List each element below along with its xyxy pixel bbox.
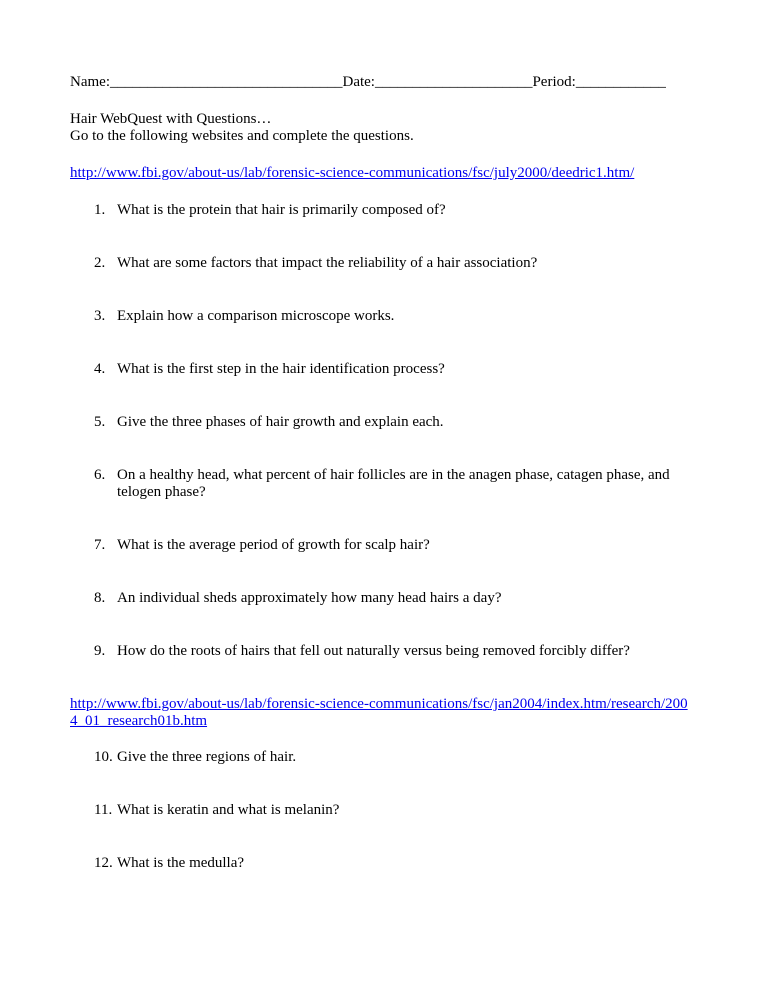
question-text: Give the three phases of hair growth and explain each. bbox=[117, 414, 444, 430]
question-9 bbox=[70, 643, 698, 660]
question-number: 11. bbox=[94, 802, 113, 818]
date-blank: _____________________ bbox=[374, 74, 533, 90]
question-text: An individual sheds approximately how many head hairs a day? bbox=[117, 590, 502, 606]
question-5 bbox=[70, 414, 698, 431]
question-number: 5. bbox=[94, 414, 106, 430]
question-text: On a healthy head, what percent of hair follicles are in the anagen phase, catagen phase, and telogen phase? bbox=[117, 467, 670, 500]
question-4 bbox=[70, 361, 698, 378]
question-number: 9. bbox=[94, 643, 106, 659]
question-text: What are some factors that impact the reliability of a hair association? bbox=[117, 255, 538, 271]
name-blank: _______________________________ bbox=[109, 74, 343, 90]
worksheet-instruction: Go to the following websites and complete the questions. bbox=[70, 128, 414, 144]
question-number: 1. bbox=[94, 202, 106, 218]
question-text: What is the average period of growth for scalp hair? bbox=[117, 537, 430, 553]
fbi-jan2004-link-line2[interactable]: 4_01_research01b.htm bbox=[70, 713, 208, 729]
question-number: 4. bbox=[94, 361, 106, 377]
question-text: What is the protein that hair is primarily composed of? bbox=[117, 202, 446, 218]
question-3 bbox=[70, 308, 698, 325]
link-block-1 bbox=[70, 165, 698, 182]
question-10 bbox=[70, 749, 698, 766]
question-number: 7. bbox=[94, 537, 106, 553]
question-number: 10. bbox=[94, 749, 113, 765]
name-date-period-line bbox=[70, 74, 698, 91]
date-label: Date: bbox=[342, 74, 375, 90]
link-block-2 bbox=[70, 696, 698, 730]
period-label: Period: bbox=[532, 74, 576, 90]
question-12 bbox=[70, 855, 698, 872]
question-text: How do the roots of hairs that fell out naturally versus being removed forcibly differ? bbox=[117, 643, 630, 659]
fbi-jan2004-link[interactable] bbox=[70, 696, 698, 730]
question-number: 12. bbox=[94, 855, 113, 871]
question-text: Explain how a comparison microscope works. bbox=[117, 308, 395, 324]
question-text: What is keratin and what is melanin? bbox=[117, 802, 340, 818]
question-text: What is the first step in the hair identification process? bbox=[117, 361, 445, 377]
fbi-july2000-link[interactable]: http://www.fbi.gov/about-us/lab/forensic-science-communications/fsc/july2000/deedric1.htm/ bbox=[70, 165, 635, 181]
intro-block bbox=[70, 111, 698, 145]
worksheet-title: Hair WebQuest with Questions… bbox=[70, 111, 272, 127]
question-6 bbox=[70, 467, 698, 501]
question-number: 3. bbox=[94, 308, 106, 324]
question-number: 2. bbox=[94, 255, 106, 271]
question-7 bbox=[70, 537, 698, 554]
fbi-jan2004-link-line1[interactable]: http://www.fbi.gov/about-us/lab/forensic-science-communications/fsc/jan2004/index.htm/research/200 bbox=[70, 696, 688, 712]
question-number: 8. bbox=[94, 590, 106, 606]
question-number: 6. bbox=[94, 467, 106, 483]
name-label: Name: bbox=[70, 74, 110, 90]
question-2 bbox=[70, 255, 698, 272]
period-blank: ____________ bbox=[575, 74, 666, 90]
question-1 bbox=[70, 202, 698, 219]
question-11 bbox=[70, 802, 698, 819]
question-text: What is the medulla? bbox=[117, 855, 245, 871]
question-8 bbox=[70, 590, 698, 607]
question-text: Give the three regions of hair. bbox=[117, 749, 297, 765]
